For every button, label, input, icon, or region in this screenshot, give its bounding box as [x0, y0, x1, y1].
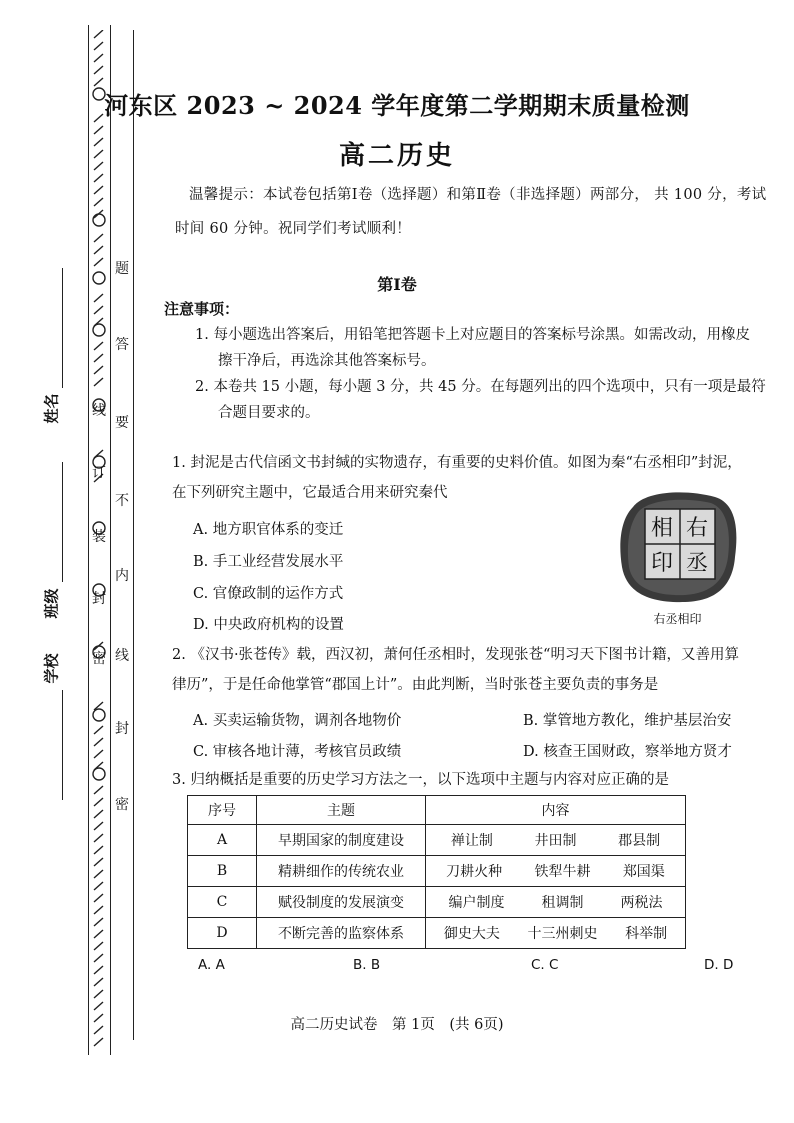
binding-slash	[94, 66, 103, 74]
row-item: 郑国渠	[622, 864, 665, 880]
binding-circle	[93, 324, 105, 336]
seal-clay-image	[615, 487, 740, 605]
binding-slash	[94, 954, 103, 962]
school-field-line[interactable]	[62, 690, 63, 800]
binding-slash	[94, 750, 103, 758]
seal-word-feng: 封	[92, 591, 106, 607]
seal-word-zhuang: 装	[92, 529, 106, 545]
seal-char-yin: 印	[650, 551, 674, 576]
question-1-line1: 1. 封泥是古代信函文书封缄的实物遗存，有重要的史料价值。如图为秦“右丞相印”封泥，	[172, 455, 742, 471]
binding-slash	[94, 378, 103, 386]
binding-slash	[94, 306, 103, 314]
binding-slash	[94, 798, 103, 806]
row-id: A	[188, 825, 257, 856]
exam-subject: 高二历史	[338, 141, 455, 171]
table-row	[188, 825, 686, 856]
row-item: 两税法	[620, 895, 663, 911]
notice-item-2	[195, 374, 775, 426]
row-topic: 不断完善的监察体系	[257, 918, 426, 949]
seal-char-cheng: 丞	[685, 551, 709, 576]
binding-slash	[94, 930, 103, 938]
binding-slash	[94, 42, 103, 50]
binding-slash	[94, 30, 103, 38]
binding-slash	[94, 846, 103, 854]
page-footer: 高二历史试卷 第 1页 (共 6页)	[290, 1017, 504, 1033]
q3-option-c[interactable]: C. C	[531, 957, 559, 973]
binding-line-right	[110, 25, 111, 1055]
binding-slash	[94, 234, 103, 242]
binding-slash	[94, 1002, 103, 1010]
notice-word-xian: 线	[115, 648, 129, 664]
seal-word-mi: 密	[92, 651, 106, 667]
table-header-content: 内容	[426, 796, 686, 825]
binding-slash	[94, 906, 103, 914]
row-item: 御史大夫	[443, 926, 500, 942]
binding-circle	[93, 709, 105, 721]
binding-slash	[94, 246, 103, 254]
binding-slash	[94, 942, 103, 950]
notice-word-nei: 内	[115, 568, 129, 584]
row-item: 刀耕火种	[446, 864, 503, 880]
row-content	[426, 856, 686, 887]
q3-option-a[interactable]: A. A	[198, 957, 225, 973]
binding-slash	[94, 978, 103, 986]
binding-slash	[94, 54, 103, 62]
binding-slash	[94, 966, 103, 974]
binding-slash	[94, 990, 103, 998]
notice-word-yao: 要	[115, 415, 129, 431]
notice-2-line1: 2. 本卷共 15 小题，每小题 3 分，共 45 分。在每题列出的四个选项中，只有一项是最符	[195, 379, 766, 395]
binding-circle	[93, 768, 105, 780]
binding-slash	[94, 258, 103, 266]
row-id: C	[188, 887, 257, 918]
binding-slash	[94, 786, 103, 794]
notice-1-line2: 擦干净后，再选涂其他答案标号。	[218, 353, 436, 369]
row-item: 井田制	[534, 833, 577, 849]
notice-word-mi: 密	[115, 797, 129, 813]
notice-word-feng: 封	[115, 721, 129, 737]
row-content	[426, 918, 686, 949]
binding-slash	[94, 738, 103, 746]
question-2-line2: 律历”，于是任命他掌管“郡国上计”。由此判断，当时张苍主要负责的事务是	[172, 677, 659, 693]
q2-option-c[interactable]: C. 审核各地计薄，考核官员政绩	[193, 744, 402, 760]
q2-option-d[interactable]: D. 核查王国财政，察举地方贤才	[523, 744, 732, 760]
question-3-stem: 3. 归纳概括是重要的历史学习方法之一，以下选项中主题与内容对应正确的是	[172, 772, 669, 788]
binding-slash	[94, 174, 103, 182]
binding-slash	[94, 726, 103, 734]
q1-option-a[interactable]: A. 地方职官体系的变迁	[193, 522, 344, 538]
question-3-table	[187, 795, 686, 949]
seal-char-xiang: 相	[650, 516, 674, 541]
binding-slash	[94, 894, 103, 902]
class-label: 班级	[42, 588, 61, 619]
seal-word-xian: 线	[92, 403, 106, 419]
school-label: 学校	[42, 653, 61, 684]
seal-char-you: 右	[685, 516, 709, 541]
notice-1-line1: 1. 每小题选出答案后，用铅笔把答题卡上对应题目的答案标号涂黑。如需改动，用橡皮	[195, 327, 750, 343]
table-row	[188, 918, 686, 949]
q3-option-b[interactable]: B. B	[353, 957, 381, 973]
binding-circle	[93, 214, 105, 226]
table-header-topic: 主题	[257, 796, 426, 825]
notice-word-da: 答	[115, 337, 129, 353]
q1-option-d[interactable]: D. 中央政府机构的设置	[193, 617, 344, 633]
table-row	[188, 856, 686, 887]
table-row	[188, 887, 686, 918]
notice-word-bu: 不	[115, 493, 129, 509]
exam-tip: 温馨提示：本试卷包括第Ⅰ卷（选择题）和第Ⅱ卷（非选择题）两部分， 共 100 分，考试时间 60 分钟。祝同学们考试顺利！	[175, 187, 767, 237]
binding-slash	[94, 366, 103, 374]
notice-item-1	[195, 322, 775, 374]
row-topic: 赋役制度的发展演变	[257, 887, 426, 918]
binding-slash	[94, 78, 103, 86]
row-item: 郡县制	[618, 833, 661, 849]
row-id: D	[188, 918, 257, 949]
binding-slash	[94, 834, 103, 842]
row-item: 科举制	[625, 926, 668, 942]
question-1-line2: 在下列研究主题中，它最适合用来研究秦代	[172, 485, 448, 501]
binding-slash	[94, 198, 103, 206]
binding-slash	[94, 126, 103, 134]
binding-slash	[94, 354, 103, 362]
binding-slash	[94, 342, 103, 350]
q1-option-b[interactable]: B. 手工业经营发展水平	[193, 554, 344, 570]
notice-2-line2: 合题目要求的。	[218, 405, 320, 421]
row-content	[426, 887, 686, 918]
row-item: 租调制	[541, 895, 584, 911]
exam-title: 河东区 2023 ~ 2024 学年度第二学期期末质量检测	[104, 91, 690, 120]
seal-word-ding: 订	[92, 465, 106, 481]
binding-slash	[94, 1038, 103, 1046]
binding-line-outer	[133, 30, 134, 1040]
q2-option-a[interactable]: A. 买卖运输货物，调剂各地物价	[193, 713, 402, 729]
q1-option-c[interactable]: C. 官僚政制的运作方式	[193, 586, 344, 602]
name-label: 姓名	[42, 393, 61, 424]
binding-slash	[94, 294, 103, 302]
row-topic: 早期国家的制度建设	[257, 825, 426, 856]
binding-slash	[94, 810, 103, 818]
notice-word-ti: 题	[115, 261, 129, 277]
row-id: B	[188, 856, 257, 887]
binding-slash	[94, 858, 103, 866]
row-content	[426, 825, 686, 856]
q3-option-d[interactable]: D. D	[704, 957, 734, 973]
question-2-stem	[172, 640, 772, 700]
part-one-title: 第Ⅰ卷	[377, 275, 417, 294]
class-field-line[interactable]	[62, 462, 63, 582]
binding-slash	[94, 882, 103, 890]
row-item: 十三州刺史	[527, 926, 598, 942]
table-header-id: 序号	[188, 796, 257, 825]
row-item: 铁犁牛耕	[534, 864, 591, 880]
row-topic: 精耕细作的传统农业	[257, 856, 426, 887]
seal-caption: 右丞相印	[653, 612, 702, 626]
binding-slash	[94, 822, 103, 830]
row-item: 编户制度	[448, 895, 505, 911]
notice-heading: 注意事项：	[164, 300, 240, 318]
question-2-line1: 2. 《汉书·张苍传》载，西汉初，萧何任丞相时，发现张苍“明习天下图书计籍，又善用算	[172, 647, 739, 663]
binding-slash	[94, 870, 103, 878]
table-header-row	[188, 796, 686, 825]
binding-slash	[94, 186, 103, 194]
q2-option-b[interactable]: B. 掌管地方教化，维护基层治安	[523, 713, 732, 729]
binding-slash	[94, 918, 103, 926]
row-item: 禅让制	[450, 833, 493, 849]
